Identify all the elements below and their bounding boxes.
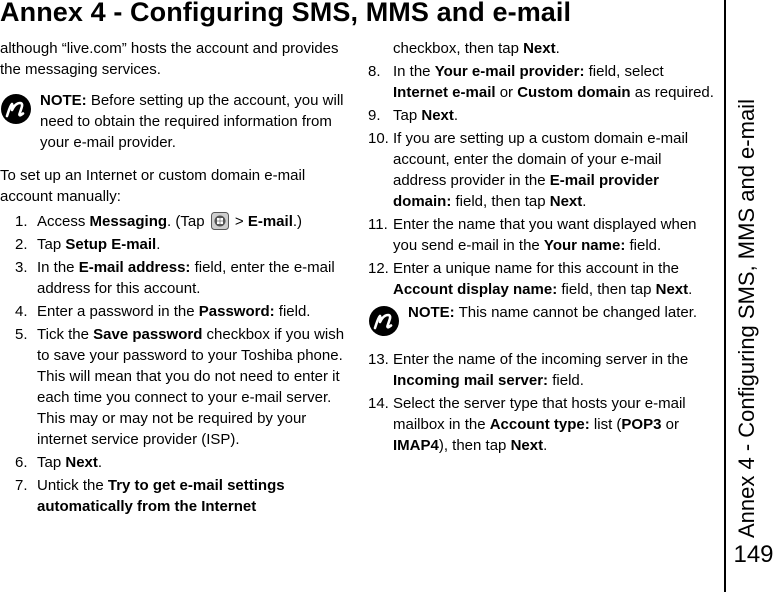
step-text: Tap Next. [393, 107, 459, 124]
step-7-continued [368, 38, 714, 59]
step-7 [0, 475, 345, 517]
note-name-cannot-change [368, 302, 714, 337]
step-text: Enter the name of the incoming server in the Incoming mail server: field. [393, 351, 689, 389]
step-3 [0, 257, 345, 299]
step-number: 14. [368, 395, 389, 412]
step-number: 6. [15, 454, 28, 471]
step-number: 9. [368, 107, 381, 124]
step-12 [368, 258, 714, 300]
step-1 [0, 211, 345, 232]
note-text [408, 302, 714, 323]
step-10 [368, 128, 714, 212]
step-14 [368, 393, 714, 456]
step-text: checkbox, then tap Next. [393, 40, 560, 57]
intro-paragraph: although “live.com” hosts the account and provides the messaging services. [0, 40, 339, 78]
note-label: NOTE: [408, 304, 455, 321]
step-text: Untick the Try to get e-mail settings automatically from the Internet [37, 477, 285, 515]
step-text: If you are setting up a custom domain e-mail account, enter the domain of your e-mail address provider in the E-mail provider domain: field, then tap Next. [393, 130, 689, 210]
step-number: 2. [15, 236, 28, 253]
note-before-setup [0, 90, 345, 153]
note-label: NOTE: [40, 92, 87, 109]
step-11 [368, 214, 714, 256]
sidebar-divider [724, 0, 726, 592]
step-4 [0, 301, 345, 322]
page-number: 149 [733, 541, 774, 568]
note-body: This name cannot be changed later. [454, 304, 698, 321]
page-title: Annex 4 - Configuring SMS, MMS and e-mail [0, 0, 572, 27]
step-text: Enter a unique name for this account in the Account display name: field, then tap Next. [393, 260, 693, 298]
step-text: Tap Setup E-mail. [37, 236, 161, 253]
step-number: 7. [15, 477, 28, 494]
step-13 [368, 349, 714, 391]
step-number: 5. [15, 326, 28, 343]
start-menu-icon [211, 212, 229, 230]
step-number: 1. [15, 213, 28, 230]
note-icon [0, 93, 32, 125]
step-text: Enter a password in the Password: field. [37, 303, 311, 320]
note-text [40, 90, 345, 153]
step-number: 4. [15, 303, 28, 320]
right-column [368, 38, 714, 458]
note-icon [368, 305, 400, 337]
procedure-lead: To set up an Internet or custom domain e-mail account manually: [0, 167, 306, 205]
note-body: Before setting up the account, you will need to obtain the required information from your e-mail provider. [40, 92, 344, 151]
step-number: 10. [368, 130, 389, 147]
step-8 [368, 61, 714, 103]
step-6 [0, 452, 345, 473]
step-text: Select the server type that hosts your e-mail mailbox in the Account type: list (POP3 or IMAP4), then tap Next. [393, 395, 686, 454]
step-2 [0, 234, 345, 255]
step-number: 3. [15, 259, 28, 276]
step-number: 12. [368, 260, 389, 277]
step-text: Tap Next. [37, 454, 103, 471]
sidebar-chapter-title: Annex 4 - Configuring SMS, MMS and e-mail [734, 99, 759, 538]
step-9 [368, 105, 714, 126]
step-text: Tick the Save password checkbox if you wish to save your password to your Toshiba phone. This will mean that you do not need to enter it each time you connect to your e-mail server. This may or may not be required by your internet service provider (ISP). [37, 326, 345, 448]
step-text: Enter the name that you want displayed when you send e-mail in the Your name: field. [393, 216, 697, 254]
step-number: 11. [368, 216, 388, 233]
step-text: In the Your e-mail provider: field, select Internet e-mail or Custom domain as required. [393, 63, 714, 101]
step-text: Access Messaging. (Tap > E-mail.) [37, 213, 303, 230]
step-number: 13. [368, 351, 389, 368]
step-5 [0, 324, 345, 450]
step-number: 8. [368, 63, 381, 80]
left-column [0, 38, 345, 519]
step-text: In the E-mail address: field, enter the e-mail address for this account. [37, 259, 335, 297]
